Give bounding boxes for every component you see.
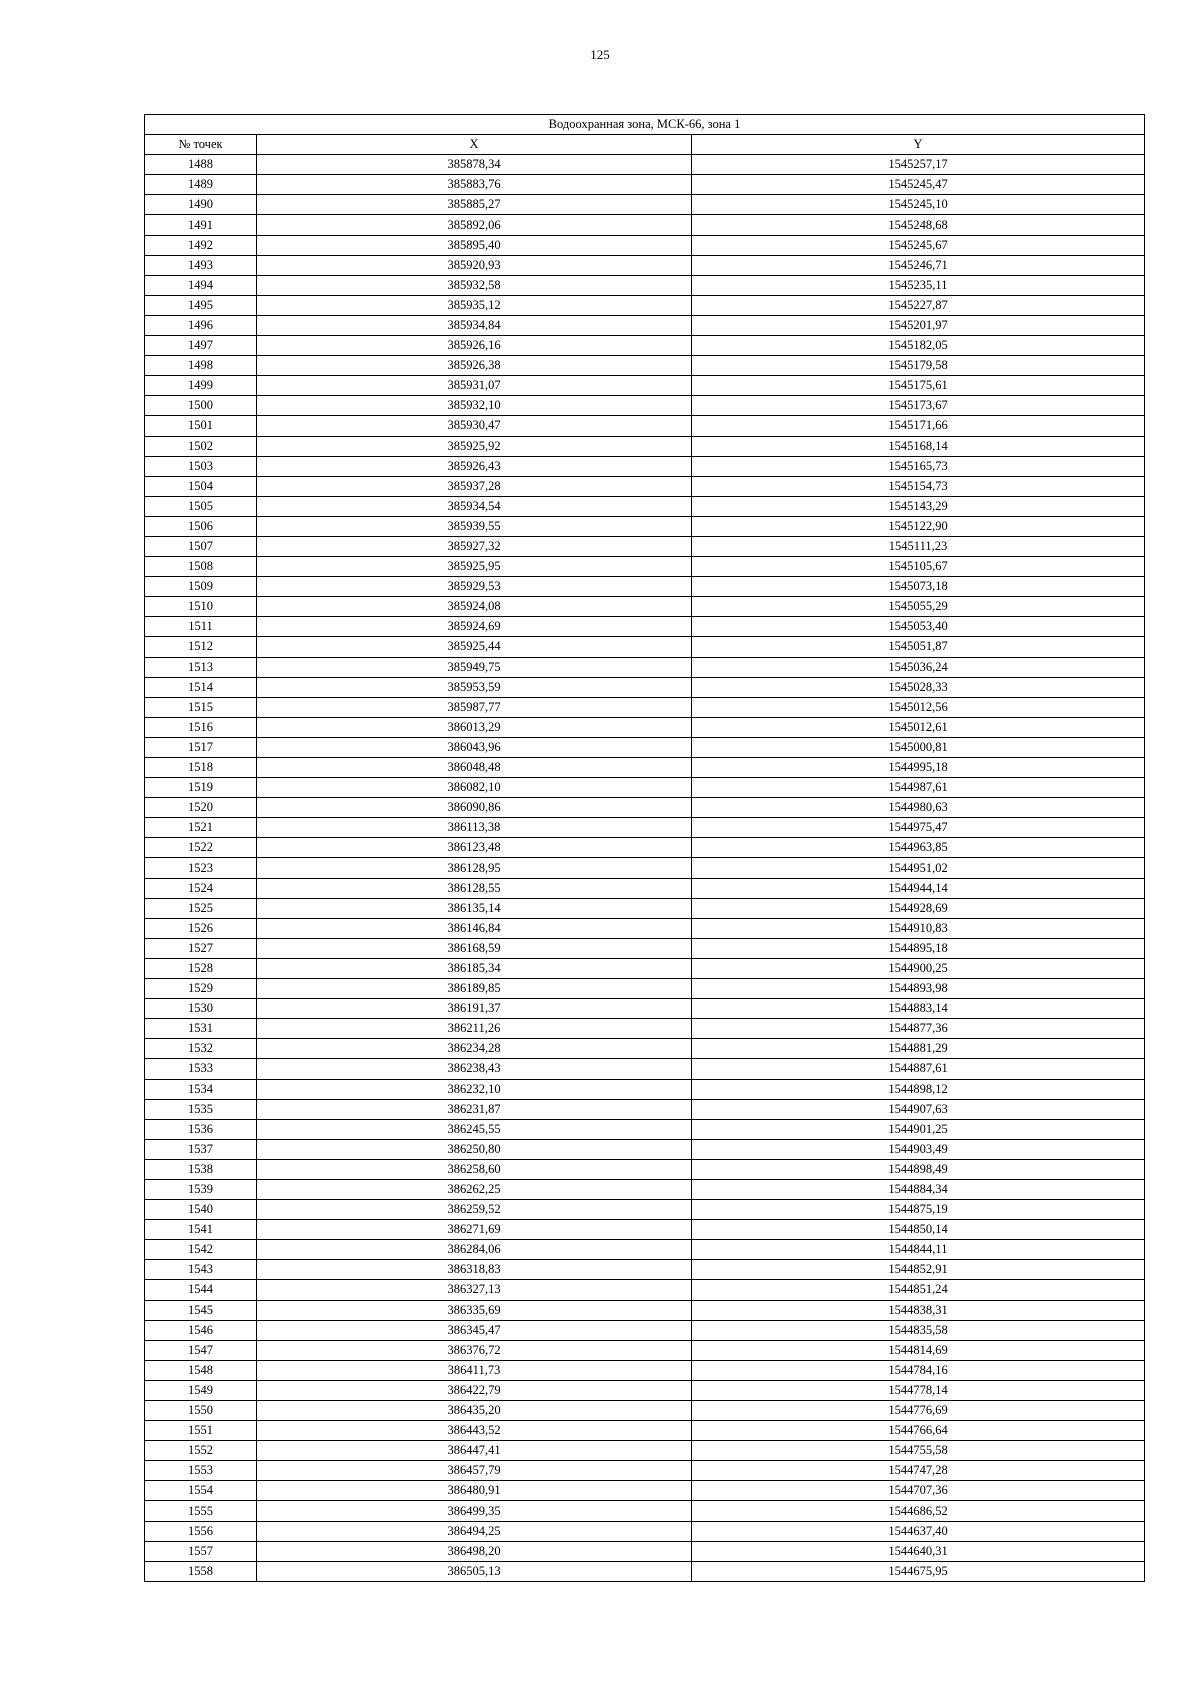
table-row (145, 175, 1145, 195)
cell-x: 385927,32 (257, 536, 692, 556)
cell-point-number: 1510 (145, 597, 257, 617)
cell-x: 386376,72 (257, 1340, 692, 1360)
cell-point-number: 1507 (145, 536, 257, 556)
table-row (145, 1340, 1145, 1360)
cell-y: 1545028,33 (692, 677, 1145, 697)
table-row (145, 858, 1145, 878)
cell-x: 386113,38 (257, 818, 692, 838)
cell-y: 1544903,49 (692, 1139, 1145, 1159)
table-row (145, 436, 1145, 456)
cell-x: 385953,59 (257, 677, 692, 697)
cell-x: 386443,52 (257, 1421, 692, 1441)
table-row (145, 637, 1145, 657)
cell-x: 386245,55 (257, 1119, 692, 1139)
cell-x: 385925,95 (257, 557, 692, 577)
table-row (145, 717, 1145, 737)
cell-x: 385926,16 (257, 336, 692, 356)
cell-y: 1544898,49 (692, 1159, 1145, 1179)
table-row (145, 737, 1145, 757)
table-row (145, 356, 1145, 376)
cell-y: 1545173,67 (692, 396, 1145, 416)
cell-y: 1544963,85 (692, 838, 1145, 858)
cell-x: 385925,44 (257, 637, 692, 657)
cell-point-number: 1540 (145, 1200, 257, 1220)
cell-point-number: 1489 (145, 175, 257, 195)
cell-y: 1544980,63 (692, 798, 1145, 818)
cell-point-number: 1525 (145, 898, 257, 918)
table-row (145, 1441, 1145, 1461)
cell-point-number: 1519 (145, 778, 257, 798)
table-row (145, 1561, 1145, 1581)
cell-point-number: 1533 (145, 1059, 257, 1079)
cell-x: 386191,37 (257, 999, 692, 1019)
header-point-number: № точек (145, 135, 257, 155)
table-row (145, 1401, 1145, 1421)
cell-y: 1544851,24 (692, 1280, 1145, 1300)
cell-x: 385939,55 (257, 516, 692, 536)
cell-x: 386185,34 (257, 958, 692, 978)
table-row (145, 476, 1145, 496)
cell-point-number: 1499 (145, 376, 257, 396)
cell-y: 1545179,58 (692, 356, 1145, 376)
cell-x: 386447,41 (257, 1441, 692, 1461)
cell-point-number: 1505 (145, 496, 257, 516)
table-row (145, 416, 1145, 436)
cell-x: 385885,27 (257, 195, 692, 215)
cell-x: 386238,43 (257, 1059, 692, 1079)
table-row (145, 376, 1145, 396)
cell-y: 1544707,36 (692, 1481, 1145, 1501)
table-row (145, 798, 1145, 818)
table-row (145, 275, 1145, 295)
table-row (145, 577, 1145, 597)
table-row (145, 1159, 1145, 1179)
cell-x: 386411,73 (257, 1360, 692, 1380)
cell-point-number: 1538 (145, 1159, 257, 1179)
table-row (145, 1421, 1145, 1441)
cell-x: 386422,79 (257, 1380, 692, 1400)
cell-point-number: 1549 (145, 1380, 257, 1400)
cell-y: 1544901,25 (692, 1119, 1145, 1139)
cell-point-number: 1504 (145, 476, 257, 496)
cell-x: 386435,20 (257, 1401, 692, 1421)
table-row (145, 979, 1145, 999)
table-row (145, 516, 1145, 536)
table-row (145, 918, 1145, 938)
table-row (145, 336, 1145, 356)
cell-y: 1544975,47 (692, 818, 1145, 838)
cell-point-number: 1523 (145, 858, 257, 878)
cell-x: 386128,55 (257, 878, 692, 898)
cell-point-number: 1527 (145, 938, 257, 958)
table-row (145, 1300, 1145, 1320)
cell-point-number: 1541 (145, 1220, 257, 1240)
cell-point-number: 1513 (145, 657, 257, 677)
cell-point-number: 1496 (145, 315, 257, 335)
cell-x: 386499,35 (257, 1501, 692, 1521)
table-row (145, 396, 1145, 416)
cell-point-number: 1497 (145, 336, 257, 356)
cell-point-number: 1530 (145, 999, 257, 1019)
cell-x: 385883,76 (257, 175, 692, 195)
cell-y: 1545012,56 (692, 697, 1145, 717)
table-row (145, 155, 1145, 175)
cell-point-number: 1518 (145, 758, 257, 778)
cell-y: 1544910,83 (692, 918, 1145, 938)
table-row (145, 1380, 1145, 1400)
cell-point-number: 1520 (145, 798, 257, 818)
cell-point-number: 1503 (145, 456, 257, 476)
table-row (145, 1280, 1145, 1300)
cell-point-number: 1550 (145, 1401, 257, 1421)
cell-y: 1545245,10 (692, 195, 1145, 215)
cell-x: 385926,38 (257, 356, 692, 376)
table-row (145, 938, 1145, 958)
table-row (145, 1059, 1145, 1079)
cell-y: 1544883,14 (692, 999, 1145, 1019)
cell-x: 386505,13 (257, 1561, 692, 1581)
table-row (145, 1099, 1145, 1119)
table-row (145, 1200, 1145, 1220)
cell-y: 1544637,40 (692, 1521, 1145, 1541)
cell-point-number: 1547 (145, 1340, 257, 1360)
table-row (145, 295, 1145, 315)
table-row (145, 778, 1145, 798)
cell-y: 1545000,81 (692, 737, 1145, 757)
cell-y: 1544784,16 (692, 1360, 1145, 1380)
cell-point-number: 1539 (145, 1179, 257, 1199)
cell-y: 1545053,40 (692, 617, 1145, 637)
table-row (145, 456, 1145, 476)
header-y: Y (692, 135, 1145, 155)
cell-y: 1544747,28 (692, 1461, 1145, 1481)
cell-y: 1545257,17 (692, 155, 1145, 175)
cell-x: 386259,52 (257, 1200, 692, 1220)
cell-y: 1545143,29 (692, 496, 1145, 516)
table-row (145, 536, 1145, 556)
cell-x: 386335,69 (257, 1300, 692, 1320)
cell-x: 386457,79 (257, 1461, 692, 1481)
cell-point-number: 1557 (145, 1541, 257, 1561)
cell-x: 386234,28 (257, 1039, 692, 1059)
cell-y: 1544893,98 (692, 979, 1145, 999)
cell-x: 386082,10 (257, 778, 692, 798)
cell-point-number: 1498 (145, 356, 257, 376)
table-row (145, 697, 1145, 717)
table-row (145, 677, 1145, 697)
cell-x: 386250,80 (257, 1139, 692, 1159)
cell-y: 1545201,97 (692, 315, 1145, 335)
cell-x: 386090,86 (257, 798, 692, 818)
cell-y: 1544850,14 (692, 1220, 1145, 1240)
cell-y: 1544928,69 (692, 898, 1145, 918)
cell-y: 1544875,19 (692, 1200, 1145, 1220)
cell-y: 1545012,61 (692, 717, 1145, 737)
table-row (145, 315, 1145, 335)
cell-point-number: 1495 (145, 295, 257, 315)
cell-point-number: 1552 (145, 1441, 257, 1461)
table-row (145, 657, 1145, 677)
cell-point-number: 1545 (145, 1300, 257, 1320)
cell-y: 1545111,23 (692, 536, 1145, 556)
cell-x: 385937,28 (257, 476, 692, 496)
table-body (145, 155, 1145, 1582)
cell-point-number: 1532 (145, 1039, 257, 1059)
cell-point-number: 1528 (145, 958, 257, 978)
cell-point-number: 1490 (145, 195, 257, 215)
cell-y: 1544987,61 (692, 778, 1145, 798)
cell-y: 1545105,67 (692, 557, 1145, 577)
cell-point-number: 1521 (145, 818, 257, 838)
cell-point-number: 1553 (145, 1461, 257, 1481)
table-row (145, 1119, 1145, 1139)
table-row (145, 1179, 1145, 1199)
cell-x: 386189,85 (257, 979, 692, 999)
table-row (145, 496, 1145, 516)
cell-point-number: 1512 (145, 637, 257, 657)
cell-y: 1545245,47 (692, 175, 1145, 195)
cell-x: 386494,25 (257, 1521, 692, 1541)
cell-x: 385929,53 (257, 577, 692, 597)
cell-x: 385924,08 (257, 597, 692, 617)
cell-x: 386128,95 (257, 858, 692, 878)
cell-x: 385895,40 (257, 235, 692, 255)
table-row (145, 878, 1145, 898)
cell-point-number: 1526 (145, 918, 257, 938)
cell-point-number: 1529 (145, 979, 257, 999)
cell-y: 1545182,05 (692, 336, 1145, 356)
cell-y: 1544907,63 (692, 1099, 1145, 1119)
cell-point-number: 1491 (145, 215, 257, 235)
cell-y: 1545227,87 (692, 295, 1145, 315)
cell-y: 1544877,36 (692, 1019, 1145, 1039)
cell-x: 385932,10 (257, 396, 692, 416)
cell-x: 385892,06 (257, 215, 692, 235)
cell-point-number: 1546 (145, 1320, 257, 1340)
cell-y: 1545165,73 (692, 456, 1145, 476)
cell-y: 1544686,52 (692, 1501, 1145, 1521)
table-row (145, 1240, 1145, 1260)
cell-y: 1544778,14 (692, 1380, 1145, 1400)
cell-y: 1544944,14 (692, 878, 1145, 898)
cell-x: 386123,48 (257, 838, 692, 858)
table-row (145, 1541, 1145, 1561)
cell-y: 1544835,58 (692, 1320, 1145, 1340)
cell-y: 1545235,11 (692, 275, 1145, 295)
cell-x: 385926,43 (257, 456, 692, 476)
cell-x: 386231,87 (257, 1099, 692, 1119)
cell-x: 386262,25 (257, 1179, 692, 1199)
cell-point-number: 1492 (145, 235, 257, 255)
cell-x: 386498,20 (257, 1541, 692, 1561)
cell-point-number: 1494 (145, 275, 257, 295)
table-row (145, 838, 1145, 858)
cell-x: 386258,60 (257, 1159, 692, 1179)
cell-y: 1545036,24 (692, 657, 1145, 677)
cell-y: 1545122,90 (692, 516, 1145, 536)
cell-x: 385924,69 (257, 617, 692, 637)
table-row (145, 1501, 1145, 1521)
cell-point-number: 1522 (145, 838, 257, 858)
cell-y: 1544895,18 (692, 938, 1145, 958)
cell-point-number: 1536 (145, 1119, 257, 1139)
table-row (145, 1320, 1145, 1340)
cell-point-number: 1502 (145, 436, 257, 456)
table-row (145, 195, 1145, 215)
cell-x: 385920,93 (257, 255, 692, 275)
cell-y: 1544838,31 (692, 1300, 1145, 1320)
cell-y: 1544884,34 (692, 1179, 1145, 1199)
cell-x: 385935,12 (257, 295, 692, 315)
cell-point-number: 1548 (145, 1360, 257, 1380)
table-row (145, 1019, 1145, 1039)
cell-x: 386146,84 (257, 918, 692, 938)
cell-x: 385931,07 (257, 376, 692, 396)
cell-point-number: 1554 (145, 1481, 257, 1501)
cell-x: 386327,13 (257, 1280, 692, 1300)
cell-y: 1544881,29 (692, 1039, 1145, 1059)
cell-point-number: 1558 (145, 1561, 257, 1581)
cell-y: 1544776,69 (692, 1401, 1145, 1421)
cell-y: 1544887,61 (692, 1059, 1145, 1079)
cell-point-number: 1542 (145, 1240, 257, 1260)
cell-point-number: 1500 (145, 396, 257, 416)
cell-x: 385932,58 (257, 275, 692, 295)
cell-point-number: 1506 (145, 516, 257, 536)
cell-y: 1545168,14 (692, 436, 1145, 456)
table-row (145, 215, 1145, 235)
cell-x: 385987,77 (257, 697, 692, 717)
cell-x: 385930,47 (257, 416, 692, 436)
table-row (145, 255, 1145, 275)
cell-y: 1545245,67 (692, 235, 1145, 255)
cell-x: 386043,96 (257, 737, 692, 757)
cell-x: 386480,91 (257, 1481, 692, 1501)
table-row (145, 1521, 1145, 1541)
cell-x: 386318,83 (257, 1260, 692, 1280)
table-row (145, 1481, 1145, 1501)
cell-point-number: 1516 (145, 717, 257, 737)
table-header-row (145, 135, 1145, 155)
cell-x: 385934,84 (257, 315, 692, 335)
cell-point-number: 1537 (145, 1139, 257, 1159)
cell-y: 1545055,29 (692, 597, 1145, 617)
cell-y: 1544766,64 (692, 1421, 1145, 1441)
coordinates-table (144, 114, 1145, 1582)
cell-x: 386135,14 (257, 898, 692, 918)
page-number: 125 (590, 47, 610, 62)
cell-y: 1545171,66 (692, 416, 1145, 436)
table-row (145, 818, 1145, 838)
cell-x: 386013,29 (257, 717, 692, 737)
cell-x: 386271,69 (257, 1220, 692, 1240)
cell-x: 386168,59 (257, 938, 692, 958)
cell-y: 1545248,68 (692, 215, 1145, 235)
table-title-row (145, 115, 1145, 135)
cell-y: 1544755,58 (692, 1441, 1145, 1461)
cell-y: 1544898,12 (692, 1079, 1145, 1099)
cell-point-number: 1524 (145, 878, 257, 898)
table-row (145, 758, 1145, 778)
table-row (145, 1461, 1145, 1481)
cell-point-number: 1501 (145, 416, 257, 436)
cell-point-number: 1517 (145, 737, 257, 757)
cell-point-number: 1509 (145, 577, 257, 597)
cell-y: 1545154,73 (692, 476, 1145, 496)
cell-x: 385949,75 (257, 657, 692, 677)
cell-y: 1545246,71 (692, 255, 1145, 275)
cell-x: 386211,26 (257, 1019, 692, 1039)
cell-y: 1544995,18 (692, 758, 1145, 778)
cell-y: 1544814,69 (692, 1340, 1145, 1360)
cell-x: 385878,34 (257, 155, 692, 175)
table-row (145, 597, 1145, 617)
cell-point-number: 1535 (145, 1099, 257, 1119)
cell-point-number: 1511 (145, 617, 257, 637)
table-row (145, 1079, 1145, 1099)
table-row (145, 1039, 1145, 1059)
cell-x: 385925,92 (257, 436, 692, 456)
table-row (145, 1360, 1145, 1380)
cell-x: 386232,10 (257, 1079, 692, 1099)
cell-y: 1545073,18 (692, 577, 1145, 597)
cell-x: 386345,47 (257, 1320, 692, 1340)
cell-y: 1544900,25 (692, 958, 1145, 978)
cell-y: 1544640,31 (692, 1541, 1145, 1561)
cell-y: 1544951,02 (692, 858, 1145, 878)
cell-y: 1544844,11 (692, 1240, 1145, 1260)
cell-point-number: 1544 (145, 1280, 257, 1300)
cell-point-number: 1556 (145, 1521, 257, 1541)
table-row (145, 1260, 1145, 1280)
cell-x: 386048,48 (257, 758, 692, 778)
cell-point-number: 1551 (145, 1421, 257, 1441)
table-row (145, 1220, 1145, 1240)
header-x: X (257, 135, 692, 155)
cell-point-number: 1531 (145, 1019, 257, 1039)
cell-point-number: 1508 (145, 557, 257, 577)
cell-point-number: 1515 (145, 697, 257, 717)
cell-x: 385934,54 (257, 496, 692, 516)
cell-y: 1544675,95 (692, 1561, 1145, 1581)
cell-point-number: 1555 (145, 1501, 257, 1521)
cell-x: 386284,06 (257, 1240, 692, 1260)
cell-point-number: 1534 (145, 1079, 257, 1099)
cell-y: 1544852,91 (692, 1260, 1145, 1280)
table-row (145, 235, 1145, 255)
table-row (145, 557, 1145, 577)
cell-point-number: 1488 (145, 155, 257, 175)
cell-point-number: 1543 (145, 1260, 257, 1280)
cell-point-number: 1493 (145, 255, 257, 275)
cell-y: 1545175,61 (692, 376, 1145, 396)
table-title: Водоохранная зона, МСК-66, зона 1 (145, 115, 1145, 135)
table-row (145, 898, 1145, 918)
table-row (145, 999, 1145, 1019)
cell-y: 1545051,87 (692, 637, 1145, 657)
cell-point-number: 1514 (145, 677, 257, 697)
table-row (145, 958, 1145, 978)
table-row (145, 1139, 1145, 1159)
table-row (145, 617, 1145, 637)
